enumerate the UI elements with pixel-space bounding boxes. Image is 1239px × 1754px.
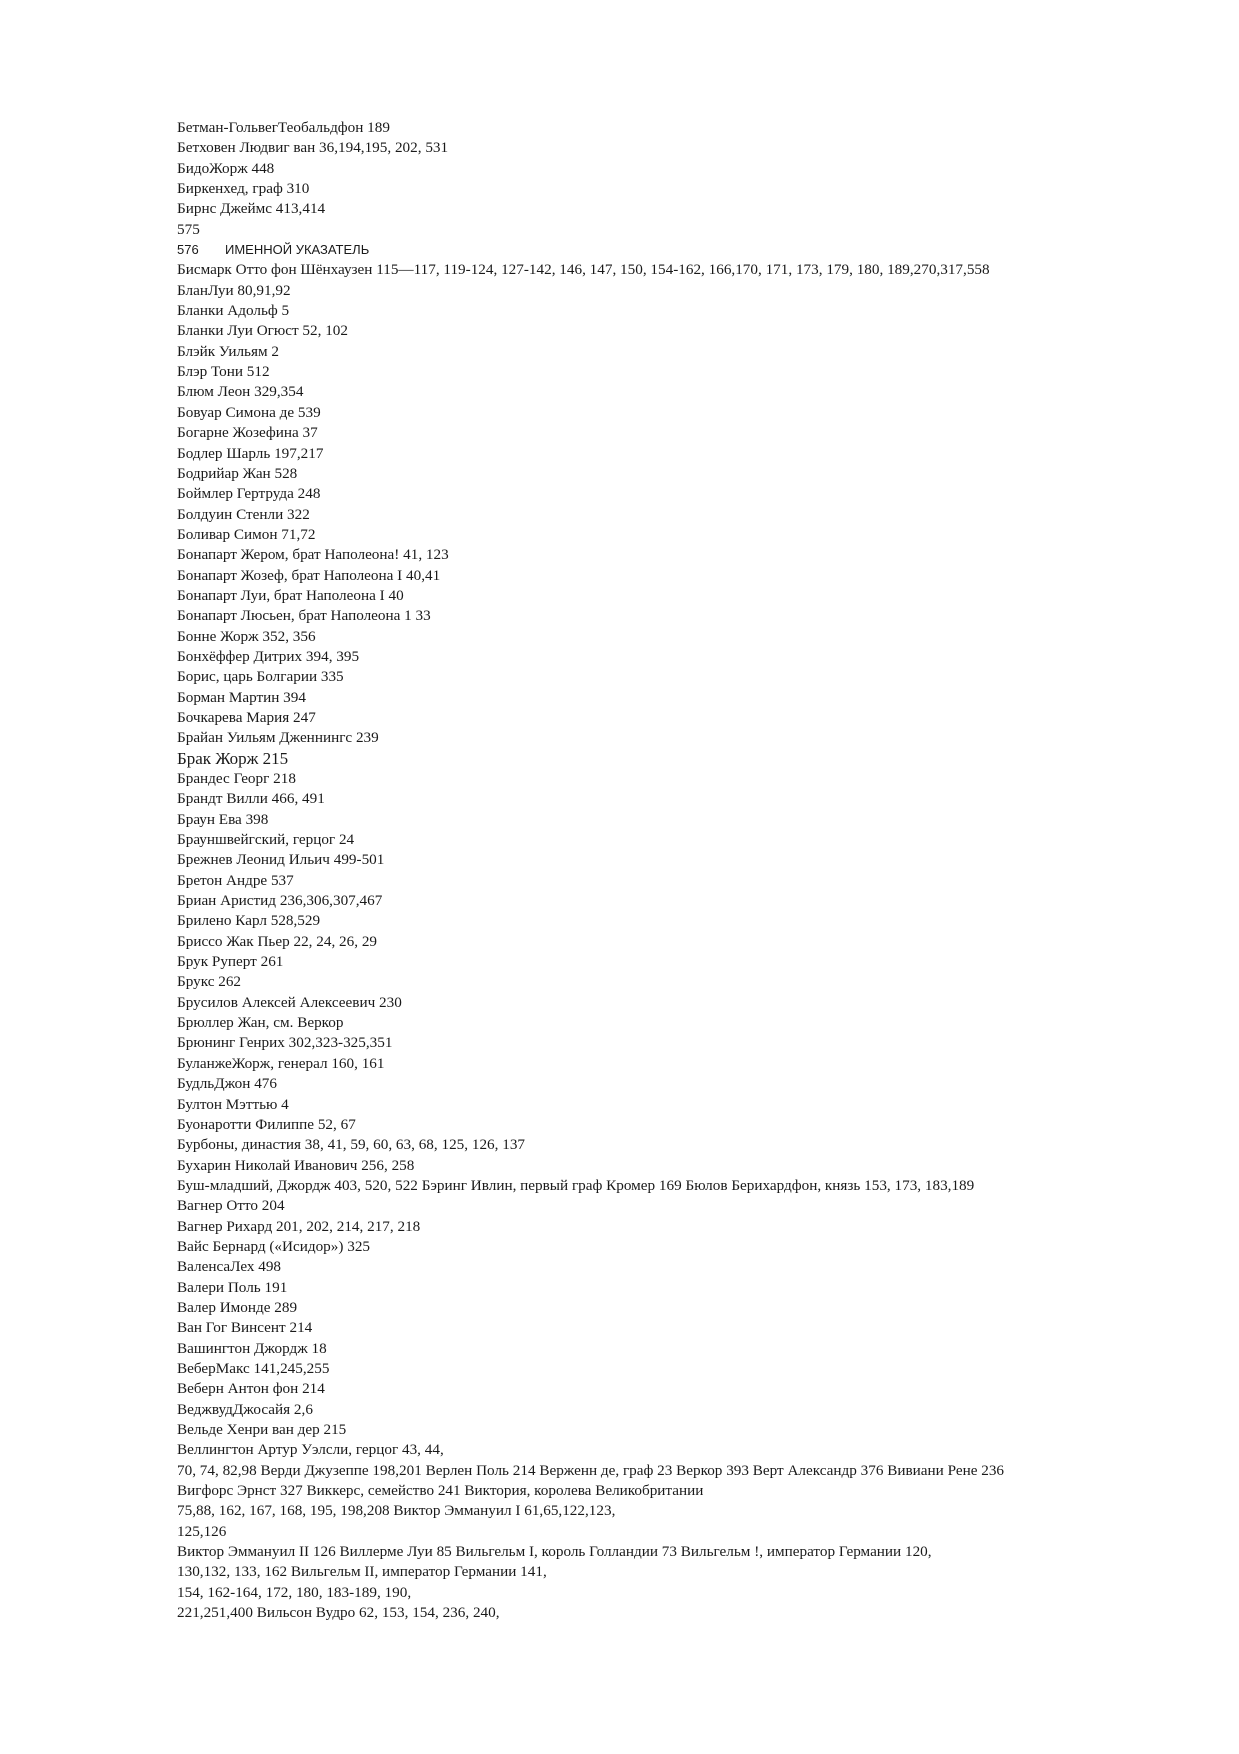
index-entry: Брук Руперт 261 [177,953,284,971]
index-entry: Веллингтон Артур Уэлсли, герцог 43, 44, [177,1441,444,1459]
index-entry: Бултон Мэттью 4 [177,1095,289,1113]
index-entry: Бетховен Людвиг ван 36,194,195, 202, 531 [177,139,449,157]
index-entry: Бриан Аристид 236,306,307,467 [177,892,383,910]
index-entry: Бухарин Николай Иванович 256, 258 [177,1156,415,1174]
index-entry: Брежнев Леонид Ильич 499-501 [177,851,385,869]
index-entry: БидоЖорж 448 [177,159,275,177]
index-entry: ВаленсаЛех 498 [177,1258,282,1276]
index-entry: 221,251,400 Вильсон Вудро 62, 153, 154, 236, 240, [177,1604,500,1622]
index-entry: Бонхёффер Дитрих 394, 395 [177,647,360,665]
index-entry: Боймлер Гертруда 248 [177,485,321,503]
index-page [177,118,1217,1623]
index-entry: БланЛуи 80,91,92 [177,281,291,299]
index-entry: 70, 74, 82,98 Верди Джузеппе 198,201 Верлен Поль 214 Верженн де, граф 23 Веркор 393 Верт Александр 376 Вивиани Рене 236 [177,1461,1005,1479]
index-entry: Вайс Бернард («Исидор») 325 [177,1237,371,1255]
index-entry: Бретон Андре 537 [177,871,294,889]
index-entry: БуланжеЖорж, генерал 160, 161 [177,1054,385,1072]
index-entry: Брюнинг Генрих 302,323-325,351 [177,1034,393,1052]
index-entry: Брандт Вилли 466, 491 [177,790,325,808]
index-entry: Брусилов Алексей Алексеевич 230 [177,993,402,1011]
index-entry: Вагнер Рихард 201, 202, 214, 217, 218 [177,1217,421,1235]
index-entry: Буонаротти Филиппе 52, 67 [177,1115,356,1133]
index-entry: Биркенхед, граф 310 [177,180,310,198]
index-entry: Ван Гог Винсент 214 [177,1319,313,1337]
index-entry: Бодлер Шарль 197,217 [177,444,324,462]
index-entry: Бонапарт Люсьен, брат Наполеона 1 33 [177,607,431,625]
index-entry: Вельде Хенри ван дер 215 [177,1421,347,1438]
index-entry: Бриссо Жак Пьер 22, 24, 26, 29 [177,932,378,950]
index-entry: ВеберМакс 141,245,255 [177,1359,330,1377]
index-entry: БудльДжон 476 [177,1075,277,1093]
index-entry: Богарне Жозефина 37 [177,424,318,442]
index-entry: Бурбоны, династия 38, 41, 59, 60, 63, 68, 125, 126, 137 [177,1136,526,1154]
index-entry: Вагнер Отто 204 [177,1197,285,1215]
index-entry: Бланки Луи Огюст 52, 102 [177,322,348,340]
running-header-title: ИМЕННОЙ УКАЗАТЕЛЬ [225,242,370,258]
index-entry: Блэйк Уильям 2 [177,342,279,360]
index-entry: Бисмарк Отто фон Шёнхаузен 115—117, 119-124, 127-142, 146, 147, 150, 154-162, 166,170, 171, 173, 179, 180, 189,270,317,558 [177,261,990,279]
index-entry: Виктор Эммануил II 126 Виллерме Луи 85 Вильгельм I, король Голландии 73 Вильгельм !, император Германии 120, [177,1543,932,1561]
index-entry: Блэр Тони 512 [177,363,270,381]
index-entry: ВеджвудДжосайя 2,6 [177,1400,313,1418]
index-entry: Борман Мартин 394 [177,688,306,706]
index-entry: Веберн Антон фон 214 [177,1380,325,1398]
index-entry: Брауншвейгский, герцог 24 [177,831,355,849]
running-header-page-number: 576 [177,242,199,258]
index-entry: Валери Поль 191 [177,1278,288,1296]
index-entry: 154, 162-164, 172, 180, 183-189, 190, [177,1583,412,1601]
index-entry: 130,132, 133, 162 Вильгельм II, император Германии 141, [177,1563,547,1581]
index-entry: Вашингтон Джордж 18 [177,1339,327,1357]
index-entry: Блюм Леон 329,354 [177,383,304,401]
index-entry: Болдуин Стенли 322 [177,505,310,523]
index-entry: Бланки Адольф 5 [177,302,290,320]
index-entry: Бонапарт Луи, брат Наполеона I 40 [177,586,404,604]
index-entry: Брукс 262 [177,973,242,991]
index-entry: Вигфорс Эрнст 327 Виккерс, семейство 241 Виктория, королева Великобритании [177,1482,704,1500]
index-entry: Бирнс Джеймс 413,414 [177,200,326,218]
index-entry: Брандес Георг 218 [177,770,296,787]
index-entry: Брюллер Жан, см. Веркор [177,1014,344,1032]
index-entry: 75,88, 162, 167, 168, 195, 198,208 Виктор Эммануил I 61,65,122,123, [177,1502,616,1520]
index-entry: Боливар Симон 71,72 [177,525,316,543]
index-entry: Брайан Уильям Дженнингс 239 [177,729,379,747]
index-entry: Бонапарт Жером, брат Наполеона! 41, 123 [177,546,449,564]
index-entry: Бонапарт Жозеф, брат Наполеона I 40,41 [177,566,441,584]
index-entry: Бочкарева Мария 247 [177,708,316,726]
page-number: 575 [177,220,200,238]
index-entry: Бодрийар Жан 528 [177,464,298,482]
index-entry: Брилено Карл 528,529 [177,912,321,930]
running-header [177,240,1217,260]
index-entry: Браун Ева 398 [177,810,269,828]
index-entry: Борис, царь Болгарии 335 [177,668,344,686]
index-entry: 125,126 [177,1522,227,1540]
index-entry: Брак Жорж 215 [177,748,289,768]
index-entry: Бовуар Симона де 539 [177,403,321,421]
index-entry: Бонне Жорж 352, 356 [177,627,316,645]
index-entry: Валер Имонде 289 [177,1298,298,1316]
index-entry: Буш-младший, Джордж 403, 520, 522 Бэринг Ивлин, первый граф Кромер 169 Бюлов Берихардфон, князь 153, 173, 183,189 [177,1176,975,1194]
index-entry: Бетман-ГольвегТеобальдфон 189 [177,119,390,136]
